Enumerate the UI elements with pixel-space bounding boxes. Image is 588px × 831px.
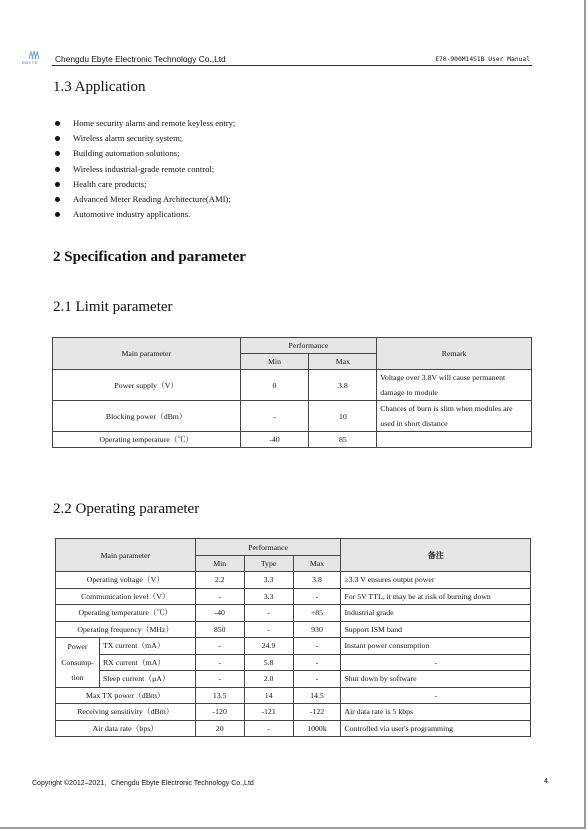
cell-type: -121: [244, 704, 293, 721]
header-main-parameter: Main parameter: [53, 338, 241, 370]
cell-type: -: [244, 605, 293, 622]
ebyte-logo: [22, 50, 46, 68]
cell-min: 13.5: [195, 687, 244, 704]
list-item: [53, 177, 235, 192]
cell-max: 3.8: [293, 572, 341, 589]
section-operating-title: 2.2 Operating parameter: [53, 501, 200, 517]
cell-max: -: [293, 654, 341, 671]
table-row: [56, 605, 531, 622]
table-row: [56, 588, 531, 605]
cell-min: -: [195, 588, 244, 605]
list-item-text: Wireless alarm security system;: [73, 133, 183, 144]
bullet-icon: [55, 182, 60, 187]
cell-remark: Air data rate is 5 kbps: [341, 704, 531, 721]
table-row: [56, 687, 531, 704]
cell-min: -: [240, 401, 309, 432]
header-main-parameter: Main parameter: [56, 539, 196, 572]
cell-type: 24.9: [244, 638, 293, 655]
operating-parameter-table: [55, 538, 531, 737]
cell-remark: -: [341, 687, 531, 704]
cell-type: -: [244, 621, 293, 638]
cell-max: -: [293, 638, 341, 655]
cell-remark: ≥3.3 V ensures output power: [341, 572, 531, 589]
cell-remark: [377, 432, 532, 448]
group-label-line: tion: [71, 673, 84, 682]
cell-max: 1000k: [293, 720, 341, 737]
cell-min: 0: [240, 370, 309, 401]
header-company: Chengdu Ebyte Electronic Technology Co.,Ltd: [55, 54, 226, 64]
cell-name: Blocking power（dBm）: [53, 401, 241, 432]
cell-max: +85: [293, 605, 341, 622]
cell-name: Operating voltage（V）: [56, 572, 196, 589]
table-row: [53, 370, 532, 401]
list-item: [53, 116, 235, 131]
bullet-icon: [55, 121, 60, 126]
bullet-icon: [55, 136, 60, 141]
list-item-text: Health care products;: [73, 178, 147, 189]
cell-max: 14.5: [293, 687, 341, 704]
cell-max: 85: [309, 432, 377, 448]
cell-name: TX current（mA）: [99, 638, 195, 655]
cell-name: Power supply（V）: [53, 370, 241, 401]
header-performance: Performance: [240, 338, 377, 354]
bullet-icon: [55, 212, 60, 217]
cell-remark: Shut down by software: [341, 671, 531, 688]
list-item: [53, 207, 235, 222]
list-item-text: Home security alarm and remote keyless entry;: [73, 118, 236, 128]
cell-max: 3.8: [309, 370, 377, 401]
cell-name: Operating temperature（℃）: [53, 432, 241, 448]
cell-max: -: [293, 588, 341, 605]
cell-min: -: [195, 654, 244, 671]
bullet-icon: [55, 197, 60, 202]
table-row: [56, 572, 531, 589]
table-row: [56, 638, 531, 655]
table-row: [56, 671, 531, 688]
cell-name: Air data rate（bps）: [56, 720, 196, 737]
cell-max: -122: [293, 704, 341, 721]
cell-min: -: [195, 671, 244, 688]
cell-name: Operating temperature（℃）: [56, 605, 196, 622]
header-max: Max: [309, 354, 377, 370]
cell-remark: Chances of burn is slim when modules are used in short distance: [377, 401, 532, 432]
header-max: Max: [293, 556, 341, 572]
header-type: Type: [244, 556, 293, 572]
page-number: 4: [544, 778, 548, 785]
section-application-title: 1.3 Application: [53, 79, 146, 95]
cell-min: 20: [195, 720, 244, 737]
power-consumption-group-label: [56, 638, 100, 688]
cell-name: Max TX power（dBm）: [56, 687, 196, 704]
cell-name: RX current（mA）: [99, 654, 195, 671]
cell-max: 930: [293, 621, 341, 638]
cell-type: 14: [244, 687, 293, 704]
list-item: [53, 131, 235, 146]
list-item-text: Building automation solutions;: [73, 148, 180, 159]
cell-min: -120: [195, 704, 244, 721]
cell-name: Operating frequency（MHz）: [56, 621, 196, 638]
cell-min: 2.2: [195, 572, 244, 589]
cell-max: 10: [309, 401, 377, 432]
header-divider: [52, 65, 532, 66]
cell-remark: -: [341, 654, 531, 671]
list-item-text: Automotive industry applications.: [73, 209, 191, 220]
section-specification-title: 2 Specification and parameter: [53, 249, 246, 265]
cell-max: -: [293, 671, 341, 688]
section-limit-title: 2.1 Limit parameter: [53, 299, 173, 315]
list-item: [53, 192, 235, 207]
header-min: Min: [240, 354, 309, 370]
list-item: [53, 162, 235, 177]
cell-min: -40: [195, 605, 244, 622]
cell-type: 3.3: [244, 572, 293, 589]
cell-min: 850: [195, 621, 244, 638]
cell-remark: Instant power consumption: [341, 638, 531, 655]
table-row: [56, 704, 531, 721]
bullet-icon: [55, 151, 60, 156]
header-remark: 备注: [341, 539, 531, 572]
cell-min: -: [195, 638, 244, 655]
group-label-line: Consump-: [61, 657, 94, 667]
table-row: [56, 654, 531, 671]
table-row: [53, 432, 532, 448]
header-manual-title: E70-900M14S1B User Manual: [435, 56, 530, 63]
cell-remark: Voltage over 3.8V will cause permanent damage to module: [377, 370, 532, 401]
footer-copyright: Copyright ©2012–2021，Chengdu Ebyte Electronic Technology Co.,Ltd: [32, 780, 254, 787]
header-min: Min: [195, 556, 244, 572]
cell-remark: Controlled via user's programming: [341, 720, 531, 737]
list-item-text: Wireless industrial-grade remote control;: [73, 163, 215, 174]
cell-remark: For 5V TTL, it may be at risk of burning down: [341, 588, 531, 605]
cell-type: 2.0: [244, 671, 293, 688]
cell-min: -40: [240, 432, 309, 448]
header-remark: Remark: [377, 338, 532, 370]
cell-remark: Industrial grade: [341, 605, 531, 622]
table-row: [53, 401, 532, 432]
cell-name: Communication level（V）: [56, 588, 196, 605]
cell-type: -: [244, 720, 293, 737]
limit-parameter-table: [52, 337, 532, 448]
ebyte-logo-icon: [28, 50, 40, 60]
cell-type: 3.3: [244, 588, 293, 605]
table-row: [56, 621, 531, 638]
logo-text: EBYTE: [22, 60, 38, 65]
cell-remark: Support ISM band: [341, 621, 531, 638]
group-label-line: Power: [67, 642, 88, 651]
cell-name: Sleep current（μA）: [99, 671, 195, 688]
cell-name: Receiving sensitivity（dBm）: [56, 704, 196, 721]
list-item: [53, 146, 235, 161]
cell-type: 5.8: [244, 654, 293, 671]
header-performance: Performance: [195, 539, 341, 556]
table-row: [56, 720, 531, 737]
application-list: [53, 116, 235, 222]
list-item-text: Advanced Meter Reading Architecture(AMI);: [73, 193, 231, 204]
bullet-icon: [55, 167, 60, 172]
